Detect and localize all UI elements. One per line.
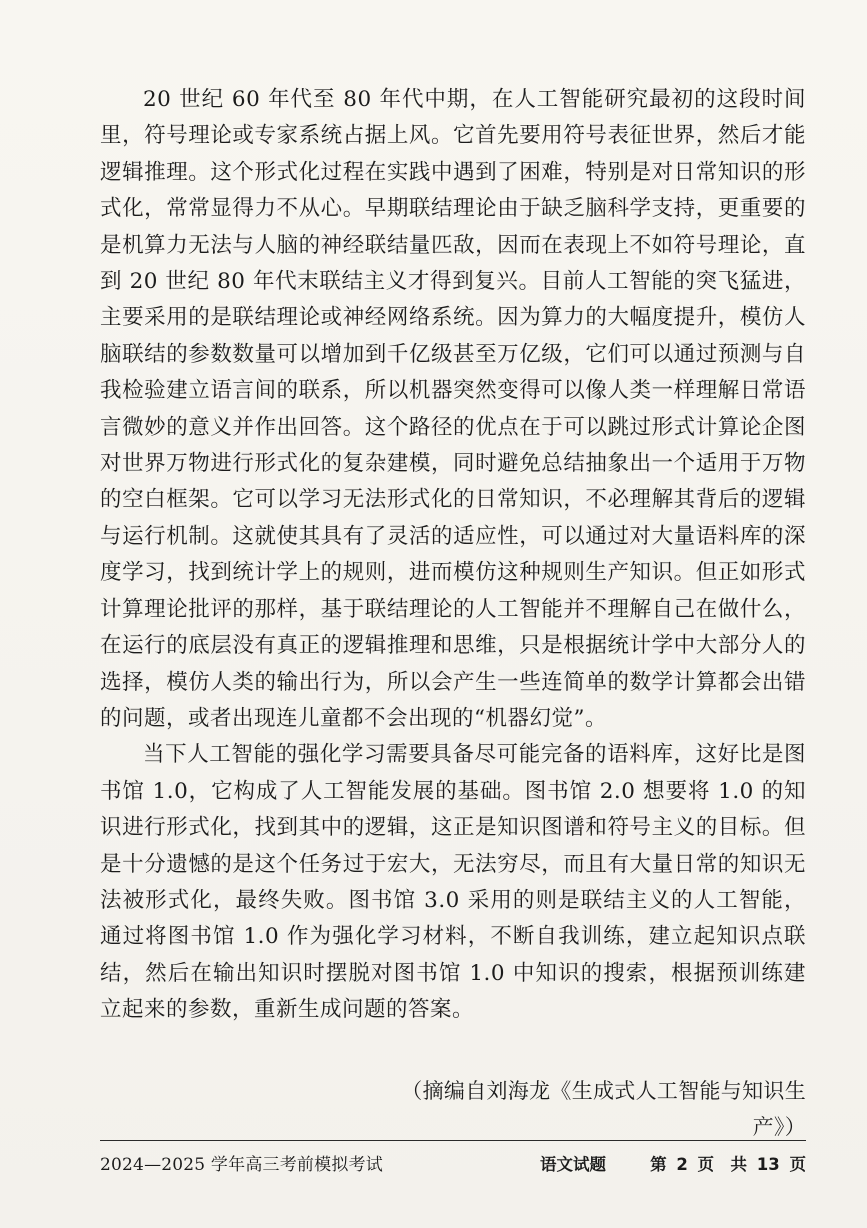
page-footer bbox=[100, 1150, 806, 1180]
exam-title: 2024—2025 学年高三考前模拟考试 bbox=[100, 1155, 383, 1175]
footer-divider bbox=[100, 1140, 806, 1141]
page-number: 第 2 页 共 13 页 bbox=[650, 1155, 806, 1174]
paragraph-2: 当下人工智能的强化学习需要具备尽可能完备的语料库，这好比是图书馆 1.0，它构成了人工智能发展的基础。图书馆 2.0 想要将 1.0 的知识进行形式化，找到其中的逻辑，这正是知识图谱和符号主义的目标。但是十分遗憾的是这个任务过于宏大，无法穷尽，而且有大量日常的知识无法被形式化，最终失败。图书馆 3.0 采用的则是联结主义的人工智能，通过将图书馆 1.0 作为强化学习材料，不断自我训练，建立起知识点联结，然后在输出知识时摆脱对图书馆 1.0 中知识的搜索，根据预训练建立起来的参数，重新生成问题的答案。 bbox=[100, 742, 806, 1023]
paragraph-1: 20 世纪 60 年代至 80 年代中期，在人工智能研究最初的这段时间里，符号理论或专家系统占据上风。它首先要用符号表征世界，然后才能逻辑推理。这个形式化过程在实践中遇到了困难，特别是对日常知识的形式化，常常显得力不从心。早期联结理论由于缺乏脑科学支持，更重要的是机算力无法与人脑的神经联结量匹敌，因而在表现上不如符号理论，直到 20 世纪 80 年代末联结主义才得到复兴。目前人工智能的突飞猛进，主要采用的是联结理论或神经网络系统。因为算力的大幅度提升，模仿人脑联结的参数数量可以增加到千亿级甚至万亿级，它们可以通过预测与自我检验建立语言间的联系，所以机器突然变得可以像人类一样理解日常语言微妙的意义并作出回答。这个路径的优点在于可以跳过形式计算论企图对世界万物进行形式化的复杂建模，同时避免总结抽象出一个适用于万物的空白框架。它可以学习无法形式化的日常知识，不必理解其背后的逻辑与运行机制。这就使其具有了灵活的适应性，可以通过对大量语料库的深度学习，找到统计学上的规则，进而模仿这种规则生产知识。但正如形式计算理论批评的那样，基于联结理论的人工智能并不理解自己在做什么，在运行的底层没有真正的逻辑推理和思维，只是根据统计学中大部分人的选择，模仿人类的输出行为，所以会产生一些连简单的数学计算都会出错的问题，或者出现连儿童都不会出现的“机器幻觉”。 bbox=[100, 87, 806, 731]
article-body bbox=[100, 82, 806, 1029]
article-source: （摘编自刘海龙《生成式人工智能与知识生产》） bbox=[401, 1079, 806, 1139]
subject-label: 语文试题 bbox=[540, 1155, 606, 1174]
